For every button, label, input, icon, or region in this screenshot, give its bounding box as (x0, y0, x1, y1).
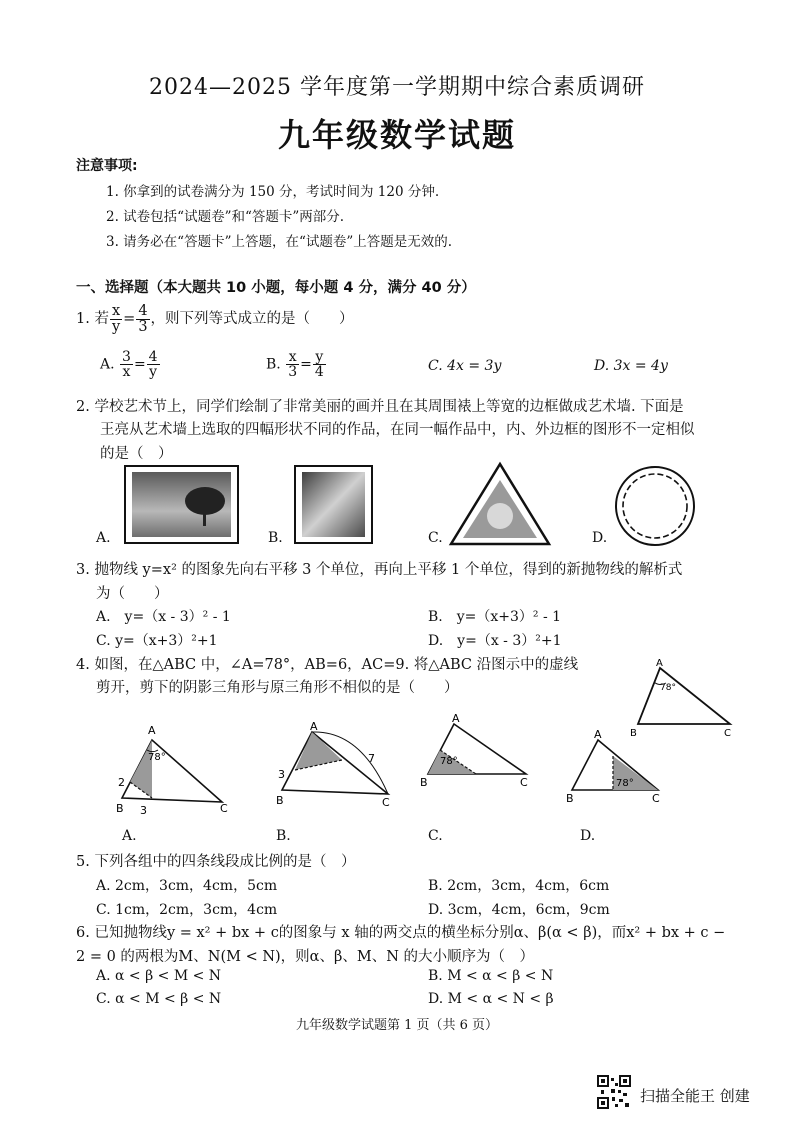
q5-option-b: B. 2cm，3cm，4cm，6cm (428, 878, 610, 894)
svg-text:3: 3 (140, 804, 147, 817)
svg-text:C: C (382, 796, 390, 809)
notice-item-2: 2. 试卷包括“试题卷”和“答题卡”两部分. (106, 209, 345, 225)
q4-label-d: D. (580, 828, 596, 844)
q2-line-2: 王亮从艺术墙上选取的四幅形状不同的作品，在同一幅作品中，内、外边框的图形不一定相似 (100, 422, 695, 438)
svg-text:78°: 78° (616, 778, 634, 789)
q1-option-d: D. 3x = 4y (594, 358, 668, 374)
q6-option-d: D. M < α < N < β (428, 991, 554, 1007)
rectangle-artwork (125, 466, 238, 543)
q2-label-b: B. (268, 530, 283, 546)
q4-figure-d (566, 728, 660, 805)
q3-option-d: D. y=（x - 3）²+1 (428, 633, 562, 649)
q6-option-c: C. α < M < β < N (96, 991, 222, 1007)
svg-text:B: B (276, 794, 284, 807)
q6-option-a: A. α < β < M < N (96, 968, 222, 984)
q4-figure-b (276, 720, 390, 809)
q5-option-c: C. 1cm，2cm，3cm，4cm (96, 902, 278, 918)
q3-line-2: 为（ ） (96, 586, 169, 602)
svg-text:A: A (594, 728, 602, 741)
square-artwork (295, 466, 372, 543)
q1-option-a: A. $\frac{3}{x}$ = $\frac{4}{y}$ (100, 349, 158, 380)
svg-text:A: A (452, 712, 460, 725)
svg-text:B: B (630, 728, 637, 739)
exam-title: 九年级数学试题 (277, 116, 516, 154)
q6-option-b: B. M < α < β < N (428, 968, 554, 984)
q1-frac-4-over-3: $\frac{4}{3}$ (138, 303, 148, 335)
q1-suffix: ，则下列等式成立的是（ ） (150, 311, 354, 327)
svg-text:B: B (566, 792, 574, 805)
q2-label-a: A. (96, 530, 111, 546)
svg-text:C: C (520, 776, 528, 789)
svg-text:A: A (656, 658, 663, 669)
q2-line-1: 2. 学校艺术节上，同学们绘制了非常美丽的画并且在其周围裱上等宽的边框做成艺术墙. 下面是 (76, 399, 684, 415)
svg-text:C: C (220, 802, 228, 815)
q3-option-a: A. y=（x - 3）² - 1 (96, 609, 231, 625)
svg-text:C: C (652, 792, 660, 805)
q4-line-1: 4. 如图，在△ABC 中，∠A=78°，AB=6，AC=9. 将△ABC 沿图示中的虚线 (76, 657, 579, 673)
q2-artwork-figures (95, 458, 715, 553)
q1-option-b: B. $\frac{x}{3}$ = $\frac{y}{4}$ (266, 349, 324, 380)
q5-option-a: A. 2cm，3cm，4cm，5cm (96, 878, 278, 894)
svg-text:B: B (420, 776, 428, 789)
q2-line-3: 的是（ ） (100, 446, 173, 462)
svg-text:A: A (310, 720, 318, 733)
page-footer: 九年级数学试题第 1 页（共 6 页） (295, 1018, 499, 1033)
q1-equals: = (123, 311, 136, 327)
q2-label-c: C. (428, 530, 443, 546)
q3-option-c: C. y=（x+3）²+1 (96, 633, 218, 649)
q4-option-figures (110, 712, 670, 820)
notice-item-1: 1. 你拿到的试卷满分为 150 分，考试时间为 120 分钟. (106, 184, 440, 200)
q5-option-d: D. 3cm，4cm，6cm，9cm (428, 902, 610, 918)
exam-subtitle: 2024—2025 学年度第一学期期中综合素质调研 (149, 75, 645, 100)
svg-text:78°: 78° (660, 683, 676, 693)
q1-option-c: C. 4x = 3y (428, 358, 502, 374)
q3-option-b: B. y=（x+3）² - 1 (428, 609, 562, 625)
q2-label-d: D. (592, 530, 608, 546)
triangle-artwork (451, 464, 549, 544)
q1-prefix: 1. 若 (76, 311, 109, 327)
q4-line-2: 剪开，剪下的阴影三角形与原三角形不相似的是（ ） (96, 680, 459, 696)
svg-text:A: A (148, 724, 156, 737)
q4-label-a: A. (122, 828, 137, 844)
svg-text:78°: 78° (148, 752, 166, 763)
notice-item-3: 3. 请务必在“答题卡”上答题，在“试题卷”上答题是无效的. (106, 234, 453, 250)
q5-stem: 5. 下列各组中的四条线段成比例的是（ ） (76, 854, 356, 870)
qr-code-icon (597, 1075, 631, 1109)
section-heading: 一、选择题（本大题共 10 小题，每小题 4 分，满分 40 分） (76, 280, 476, 296)
circle-artwork (616, 467, 694, 545)
q4-label-c: C. (428, 828, 443, 844)
q6-line-2: 2 = 0 的两根为M、N(M < N)，则α、β、M、N 的大小顺序为（ ） (76, 949, 534, 965)
svg-text:B: B (116, 802, 124, 815)
svg-text:78°: 78° (440, 756, 458, 767)
scanner-watermark: 扫描全能王 创建 (640, 1087, 750, 1105)
svg-text:7: 7 (368, 752, 375, 765)
question-1-stem (76, 304, 354, 334)
svg-text:C: C (724, 728, 731, 739)
svg-text:2: 2 (118, 776, 125, 789)
q4-label-b: B. (276, 828, 291, 844)
svg-text:3: 3 (278, 768, 285, 781)
q4-figure-c (420, 712, 528, 789)
q1-frac-x-over-y: $\frac{x}{y}$ (111, 303, 121, 335)
notice-heading: 注意事项: (76, 158, 138, 174)
q3-line-1: 3. 抛物线 y=x² 的图象先向右平移 3 个单位，再向上平移 1 个单位，得到的新抛物线的解析式 (76, 562, 683, 578)
q6-line-1: 6. 已知抛物线y = x² + bx + c的图象与 x 轴的两交点的横坐标分别α、β(α < β)，而x² + bx + c − (76, 925, 726, 941)
q4-figure-a (116, 724, 228, 817)
